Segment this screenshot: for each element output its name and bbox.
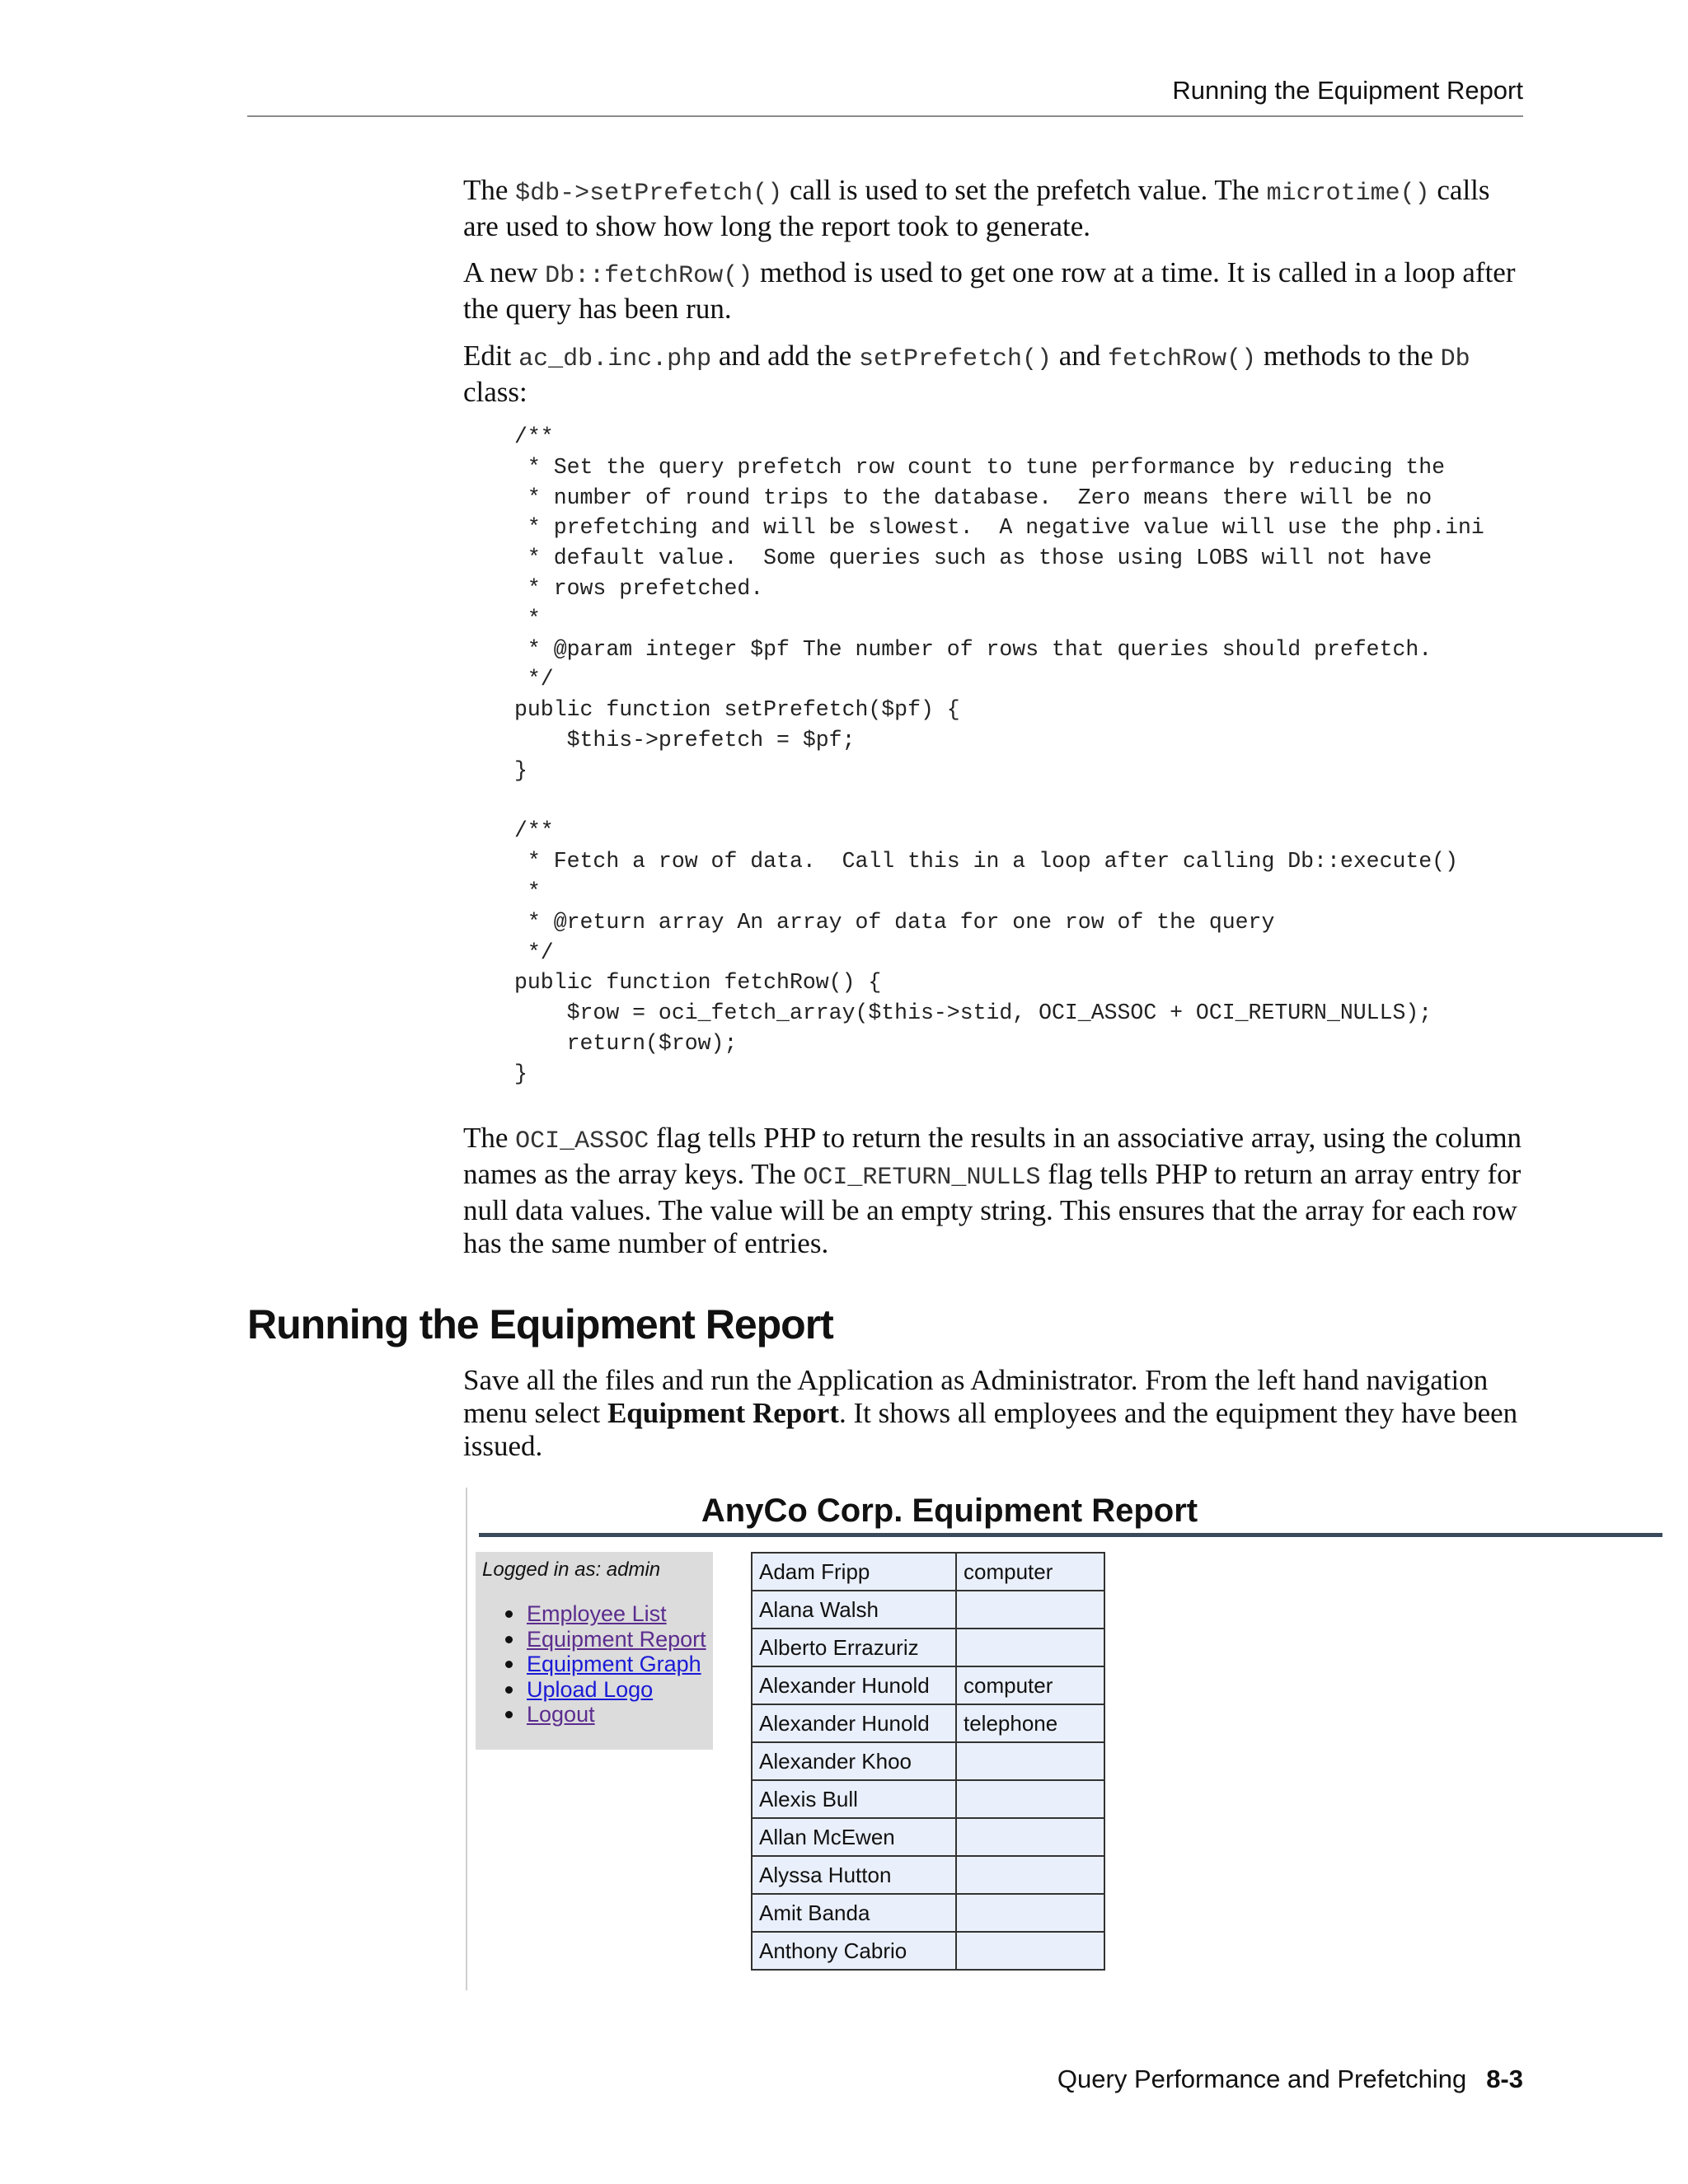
equipment-table: [751, 1552, 1105, 1971]
equipment-report-screenshot: [466, 1488, 1662, 1990]
inline-code: setPrefetch(): [858, 345, 1052, 373]
employee-name: Anthony Cabrio: [752, 1932, 956, 1970]
equipment-item: [956, 1894, 1104, 1932]
inline-code: microtime(): [1266, 180, 1430, 208]
bullet-icon: [505, 1636, 513, 1643]
after-code-paragraph: The OCI_ASSOC flag tells PHP to return the results in an associative array, using the column names as the array keys. The OCI_RETURN_NULLS flag tells PHP to return an array entry for null data values. The value will be an empty string. This ensures that the array for each row has the same number of entries.: [463, 1122, 1522, 1259]
inline-code: $db->setPrefetch(): [515, 180, 783, 208]
equipment-item: computer: [956, 1666, 1104, 1704]
inline-code: Db::fetchRow(): [545, 262, 753, 290]
inline-code: OCI_RETURN_NULLS: [803, 1164, 1041, 1192]
nav-item-employee-list[interactable]: Employee List: [476, 1601, 706, 1627]
table-row: [752, 1591, 1104, 1629]
section-paragraph: Save all the files and run the Application as Administrator. From the left hand navigation menu select Equipment Report. It shows all employees and the equipment they have been issued.: [463, 1364, 1518, 1462]
running-header: Running the Equipment Report: [1172, 76, 1523, 105]
report-title: AnyCo Corp. Equipment Report: [701, 1493, 1198, 1529]
inline-code: Db: [1440, 345, 1470, 373]
bullet-icon: [505, 1661, 513, 1668]
intro-paragraph-1: The $db->setPrefetch() call is used to set the prefetch value. The microtime() calls are used to show how long the report took to generate.: [463, 174, 1490, 242]
table-row: [752, 1856, 1104, 1894]
bold-menu-name: Equipment Report: [607, 1397, 839, 1429]
employee-name: Alexander Khoo: [752, 1742, 956, 1780]
table-row: [752, 1894, 1104, 1932]
code-block: /** * Set the query prefetch row count to tune performance by reducing the * number of round trips to the database. Zero means there will be no * prefetching and will be slowest. A negative value will use the php.ini * default value. Some queries such as those using LOBS will not have * rows prefetched. * * @param integer $pf The number of rows that queries should prefetch. */ public function setPrefetch($pf) { $this->prefetch = $pf; } /** * Fetch a row of data. Call this in a loop after calling Db::execute() * * @return array An array of data for one row of the query */ public function fetchRow() { $row = oci_fetch_array($this->stid, OCI_ASSOC + OCI_RETURN_NULLS); return($row); }: [514, 424, 1484, 1086]
employee-name: Alberto Errazuriz: [752, 1629, 956, 1666]
equipment-item: [956, 1742, 1104, 1780]
employee-name: Alyssa Hutton: [752, 1856, 956, 1894]
nav-item-equipment-graph[interactable]: Equipment Graph: [476, 1652, 706, 1677]
table-row: [752, 1704, 1104, 1742]
table-row: [752, 1666, 1104, 1704]
equipment-item: telephone: [956, 1704, 1104, 1742]
title-rule: [479, 1533, 1662, 1537]
employee-name: Alexander Hunold: [752, 1704, 956, 1742]
header-rule: [247, 115, 1523, 117]
inline-code: fetchRow(): [1108, 345, 1257, 373]
equipment-item: computer: [956, 1553, 1104, 1591]
employee-name: Alana Walsh: [752, 1591, 956, 1629]
nav-item-logout[interactable]: Logout: [476, 1702, 706, 1727]
inline-code: OCI_ASSOC: [515, 1127, 649, 1155]
intro-paragraph-3: Edit ac_db.inc.php and add the setPrefetch() and fetchRow() methods to the Db class:: [463, 340, 1470, 408]
table-row: [752, 1932, 1104, 1970]
page-footer: [247, 2064, 1523, 2094]
employee-name: Amit Banda: [752, 1894, 956, 1932]
equipment-item: [956, 1856, 1104, 1894]
inline-code: ac_db.inc.php: [518, 345, 712, 373]
footer-section-title: Query Performance and Prefetching: [1057, 2064, 1467, 2093]
nav-panel: [476, 1552, 713, 1750]
equipment-item: [956, 1629, 1104, 1666]
table-row: [752, 1780, 1104, 1818]
equipment-item: [956, 1932, 1104, 1970]
equipment-item: [956, 1780, 1104, 1818]
bullet-icon: [505, 1686, 513, 1694]
page-number: 8-3: [1486, 2064, 1523, 2093]
employee-name: Allan McEwen: [752, 1818, 956, 1856]
logged-in-label: Logged in as: admin: [482, 1558, 661, 1581]
nav-item-equipment-report[interactable]: Equipment Report: [476, 1627, 706, 1652]
table-row: [752, 1629, 1104, 1666]
nav-menu: [476, 1601, 706, 1727]
nav-item-upload-logo[interactable]: Upload Logo: [476, 1677, 706, 1703]
employee-name: Alexander Hunold: [752, 1666, 956, 1704]
section-heading: Running the Equipment Report: [247, 1301, 833, 1347]
table-row: [752, 1553, 1104, 1591]
employee-name: Alexis Bull: [752, 1780, 956, 1818]
equipment-item: [956, 1818, 1104, 1856]
equipment-item: [956, 1591, 1104, 1629]
table-row: [752, 1818, 1104, 1856]
intro-paragraph-2: A new Db::fetchRow() method is used to get one row at a time. It is called in a loop after the query has been run.: [463, 256, 1516, 325]
bullet-icon: [505, 1711, 513, 1718]
employee-name: Adam Fripp: [752, 1553, 956, 1591]
bullet-icon: [505, 1610, 513, 1618]
table-row: [752, 1742, 1104, 1780]
